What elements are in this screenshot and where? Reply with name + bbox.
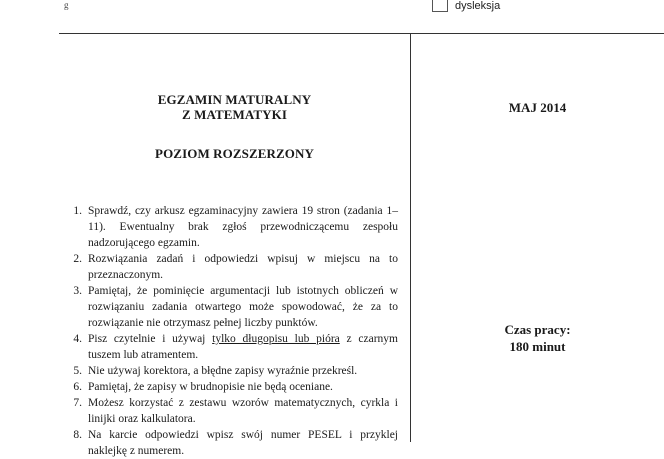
instruction-number: 5.: [73, 365, 82, 377]
dyslexia-checkbox[interactable]: [432, 0, 448, 12]
instruction-number: 8.: [73, 429, 82, 441]
top-mark: g: [64, 0, 69, 10]
instruction-number: 4.: [73, 333, 82, 345]
instruction-number: 2.: [73, 253, 82, 265]
time-value: 180 minut: [509, 339, 566, 354]
instruction-number: 1.: [73, 205, 82, 217]
instruction-item: [60, 395, 410, 427]
dyslexia-label: dysleksja: [455, 0, 501, 12]
instruction-text: Pamiętaj, że pominięcie argumentacji lub istotnych obliczeń w rozwiązaniu zadania otwartego może spowodować, że za to rozwiązanie nie otrzymasz pełnej liczby punktów.: [88, 285, 398, 329]
exam-title-line2: Z MATEMATYKI: [181, 107, 288, 122]
instruction-text: [88, 331, 398, 363]
instruction-text: Na karcie odpowiedzi wpisz swój numer PESEL i przyklej naklejkę z numerem.: [88, 429, 398, 457]
instruction-text-post: z czarnym tuszem lub atramentem.: [88, 333, 398, 361]
instruction-item: [60, 427, 410, 459]
instruction-number: 7.: [73, 397, 82, 409]
frame-top-line: [59, 33, 664, 34]
instructions-list: [60, 203, 410, 459]
instruction-item: [60, 251, 410, 283]
instruction-text: Rozwiązania zadań i odpowiedzi wpisuj w miejscu na to przeznaczonym.: [88, 253, 398, 281]
exam-date: MAJ 2014: [508, 100, 567, 115]
instruction-text: Nie używaj korektora, a błędne zapisy wyraźnie przekreśl.: [88, 365, 358, 377]
instruction-item: [60, 283, 410, 331]
instruction-text: Pamiętaj, że zapisy w brudnopisie nie będą oceniane.: [88, 381, 333, 393]
instruction-text: Możesz korzystać z zestawu wzorów matematycznych, cyrkla i linijki oraz kalkulatora.: [88, 397, 398, 425]
instruction-item: [60, 331, 410, 363]
instruction-text-pre: Pisz czytelnie i używaj: [88, 333, 213, 345]
instruction-item: [60, 363, 410, 379]
instruction-text-underlined: tylko długopisu lub pióra: [212, 333, 340, 345]
frame-divider-line: [410, 33, 411, 442]
time-label: Czas pracy:: [504, 322, 571, 337]
instruction-number: 6.: [73, 381, 82, 393]
instruction-number: 3.: [73, 285, 82, 297]
instruction-item: [60, 379, 410, 395]
exam-title-line1: EGZAMIN MATURALNY: [157, 92, 312, 107]
instruction-text: Sprawdź, czy arkusz egzaminacyjny zawiera 19 stron (zadania 1–11). Ewentualny brak zgłoś przewodniczącemu zespołu nadzorującego egzamin.: [88, 205, 398, 249]
exam-level: POZIOM ROZSZERZONY: [155, 146, 314, 161]
instruction-item: [60, 203, 410, 251]
